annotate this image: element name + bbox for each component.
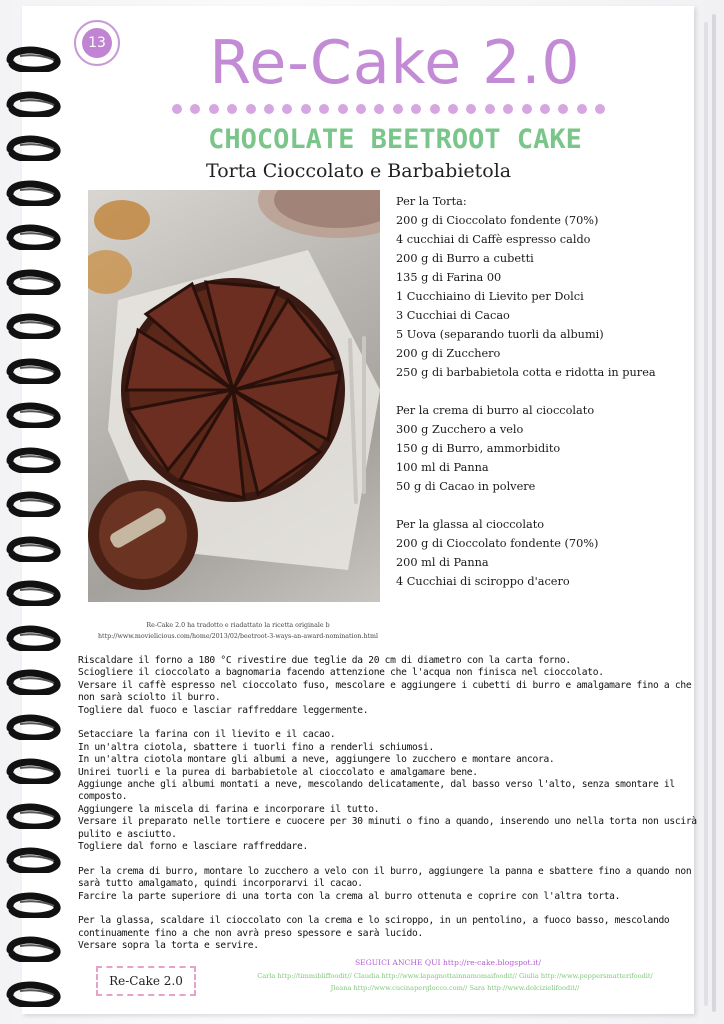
spiral-ring bbox=[6, 447, 64, 473]
spiral-ring bbox=[6, 580, 64, 606]
ingredient-item: Per la Torta: bbox=[396, 195, 467, 208]
divider-dot bbox=[595, 104, 605, 114]
method-line: Aggiunge anche gli albumi montati a neve, mescolando delicatamente, dal basso verso l'alto, senza smontare il bbox=[78, 779, 675, 791]
spiral-ring bbox=[6, 358, 64, 384]
divider-dot bbox=[227, 104, 237, 114]
spiral-ring bbox=[6, 758, 64, 784]
page-number-badge bbox=[74, 20, 120, 66]
divider-dot bbox=[319, 104, 329, 114]
method-line: Setacciare la farina con il lievito e il cacao. bbox=[78, 729, 336, 741]
divider-dot bbox=[558, 104, 568, 114]
method-line: composto. bbox=[78, 791, 128, 803]
brand-stamp: Re-Cake 2.0 bbox=[96, 966, 196, 996]
method-spacer bbox=[78, 853, 690, 865]
ingredient-item: Per la crema di burro al cioccolato bbox=[396, 404, 595, 417]
method-spacer bbox=[78, 903, 690, 915]
spiral-ring bbox=[6, 803, 64, 829]
divider-dot bbox=[393, 104, 403, 114]
method-line: sarà tutto amalgamato, quindi incorporarvi il cacao. bbox=[78, 878, 363, 890]
contributor-links-line[interactable]: Jleana http://www.cucinaperglocco.com// Sara http://www.dolcizielifoodit// bbox=[330, 984, 580, 992]
method-line: Sciogliere il cioccolato a bagnomaria facendo attenzione che l'acqua non finisca nel cioccolato. bbox=[78, 667, 604, 679]
method-text bbox=[78, 655, 697, 953]
ingredient-spacer bbox=[396, 382, 696, 401]
ingredient-item: 4 Cucchiai di sciroppo d'acero bbox=[396, 575, 570, 588]
spiral-ring bbox=[6, 981, 64, 1007]
brand-title: Re-Cake 2.0 bbox=[209, 28, 581, 98]
method-line: Versare il preparato nelle tortiere e cuocere per 30 minuti o fino a quando, inserendo uno nella torta non uscirà bbox=[78, 816, 697, 828]
method-line: continuamente fino a che non avrà preso spessore e sarà lucido. bbox=[78, 927, 423, 939]
method-line: Aggiungere la miscela di farina e incorporare il tutto. bbox=[78, 803, 380, 815]
divider-dot bbox=[264, 104, 274, 114]
spiral-ring bbox=[6, 402, 64, 428]
ingredient-item: 1 Cucchiaino di Lievito per Dolci bbox=[396, 290, 584, 303]
divider-dot bbox=[172, 104, 182, 114]
ingredient-item: 100 ml di Panna bbox=[396, 461, 489, 474]
spiral-ring bbox=[6, 847, 64, 873]
recipe-title: CHOCOLATE BEETROOT CAKE bbox=[208, 124, 582, 155]
method-line: Per la glassa, scaldare il cioccolato con la crema e lo sciroppo, in un pentolino, a fuoco basso, mescolando bbox=[78, 915, 670, 927]
spiral-ring bbox=[6, 135, 64, 161]
spiral-ring bbox=[6, 491, 64, 517]
page-edge bbox=[712, 14, 716, 1012]
divider-dot bbox=[301, 104, 311, 114]
recipe-subtitle: Torta Cioccolato e Barbabietola bbox=[206, 160, 512, 182]
ingredient-item: 200 g di Burro a cubetti bbox=[396, 252, 534, 265]
divider-dot bbox=[338, 104, 348, 114]
ingredient-item: 4 cucchiai di Caffè espresso caldo bbox=[396, 233, 591, 246]
cake-photo bbox=[88, 190, 380, 602]
spiral-ring bbox=[6, 669, 64, 695]
ingredient-item: 5 Uova (separando tuorli da albumi) bbox=[396, 328, 604, 341]
ingredient-item: 250 g di barbabietola cotta e ridotta in purea bbox=[396, 366, 656, 379]
page-number: 13 bbox=[82, 28, 112, 58]
divider-dot bbox=[466, 104, 476, 114]
photo-credit bbox=[88, 620, 388, 642]
page-edge bbox=[704, 22, 708, 1006]
ingredient-item: 200 g di Cioccolato fondente (70%) bbox=[396, 214, 599, 227]
ingredient-item: Per la glassa al cioccolato bbox=[396, 518, 545, 531]
method-line: Unirei tuorli e la purea di barbabietole al cioccolato e amalgamare bene. bbox=[78, 766, 478, 778]
ingredient-item: 300 g Zucchero a velo bbox=[396, 423, 524, 436]
spiral-ring bbox=[6, 91, 64, 117]
method-line: Farcire la parte superiore di una torta con la crema al burro ottenuta e coprire con l'altra torta. bbox=[78, 890, 621, 902]
spiral-ring bbox=[6, 46, 64, 72]
ingredient-item: 200 ml di Panna bbox=[396, 556, 489, 569]
spiral-ring bbox=[6, 625, 64, 651]
ingredient-item: 150 g di Burro, ammorbidito bbox=[396, 442, 561, 455]
spiral-ring bbox=[6, 936, 64, 962]
method-line: Riscaldare il forno a 180 °C rivestire due teglie da 20 cm di diametro con la carta forno. bbox=[78, 655, 571, 666]
divider-dot bbox=[485, 104, 495, 114]
divider-dot bbox=[282, 104, 292, 114]
method-line: Versare il caffè espresso nel cioccolato fuso, mescolare e aggiungere i cubetti di burro e amalgamare fino a che bbox=[78, 679, 692, 691]
method-line: Versare sopra la torta e servire. bbox=[78, 940, 259, 952]
ingredient-item: 200 g di Zucchero bbox=[396, 347, 501, 360]
ingredient-item: 200 g di Cioccolato fondente (70%) bbox=[396, 537, 599, 550]
method-line: In un'altra ciotola montare gli albumi a neve, aggiungere lo zucchero e montare ancora. bbox=[78, 754, 555, 766]
spiral-ring bbox=[6, 269, 64, 295]
divider-dot bbox=[356, 104, 366, 114]
ingredient-item: 3 Cucchiai di Cacao bbox=[396, 309, 510, 322]
divider-dot bbox=[503, 104, 513, 114]
spiral-ring bbox=[6, 536, 64, 562]
follow-link[interactable]: SEGUICI ANCHE QUI http://re-cake.blogspot.it/ bbox=[354, 958, 542, 967]
method-line: pulito e asciutto. bbox=[78, 828, 177, 840]
method-line: Per la crema di burro, montare lo zucchero a velo con il burro, aggiungere la panna e sbattere fino a quando non bbox=[78, 865, 692, 877]
method-line: non sarà sciolto il burro. bbox=[78, 692, 221, 704]
divider-dot bbox=[246, 104, 256, 114]
spiral-ring bbox=[6, 224, 64, 250]
divider-dot bbox=[522, 104, 532, 114]
divider-dot bbox=[209, 104, 219, 114]
spiral-ring bbox=[6, 714, 64, 740]
ingredient-item: 135 g di Farina 00 bbox=[396, 271, 502, 284]
spiral-ring bbox=[6, 892, 64, 918]
credit-line: Re-Cake 2.0 ha tradotto e riadattato la ricetta originale b bbox=[146, 622, 330, 629]
divider-dot bbox=[577, 104, 587, 114]
credit-url: http://www.movielicious.com/home/2013/02/beetroot-3-ways-an-award-nomination.html bbox=[97, 633, 379, 640]
ingredient-item: 50 g di Cacao in polvere bbox=[396, 480, 536, 493]
ingredients-list bbox=[396, 192, 696, 591]
divider-dot bbox=[374, 104, 384, 114]
method-spacer bbox=[78, 717, 690, 729]
divider-dot bbox=[430, 104, 440, 114]
divider-dot bbox=[190, 104, 200, 114]
method-line: Togliere dal fuoco e lasciar raffreddare leggermente. bbox=[78, 704, 369, 716]
spiral-ring bbox=[6, 313, 64, 339]
contributor-links-line[interactable]: Carla http://timmibliffoodit// Claudia http://www.lapagnottainnamomaifoodit// Giulia http://www.peppersmatterifoodit/ bbox=[257, 972, 653, 980]
method-line: In un'altra ciotola, sbattere i tuorli fino a renderli schiumosi. bbox=[78, 741, 434, 753]
divider-dot bbox=[448, 104, 458, 114]
method-line: Togliere dal forno e lasciare raffreddare. bbox=[78, 841, 308, 853]
ingredient-spacer bbox=[396, 496, 696, 515]
divider-dot bbox=[411, 104, 421, 114]
spiral-ring bbox=[6, 180, 64, 206]
dotted-divider bbox=[172, 102, 612, 116]
divider-dot bbox=[540, 104, 550, 114]
spiral-binding bbox=[0, 0, 70, 1024]
contributor-links[interactable] bbox=[220, 970, 690, 994]
